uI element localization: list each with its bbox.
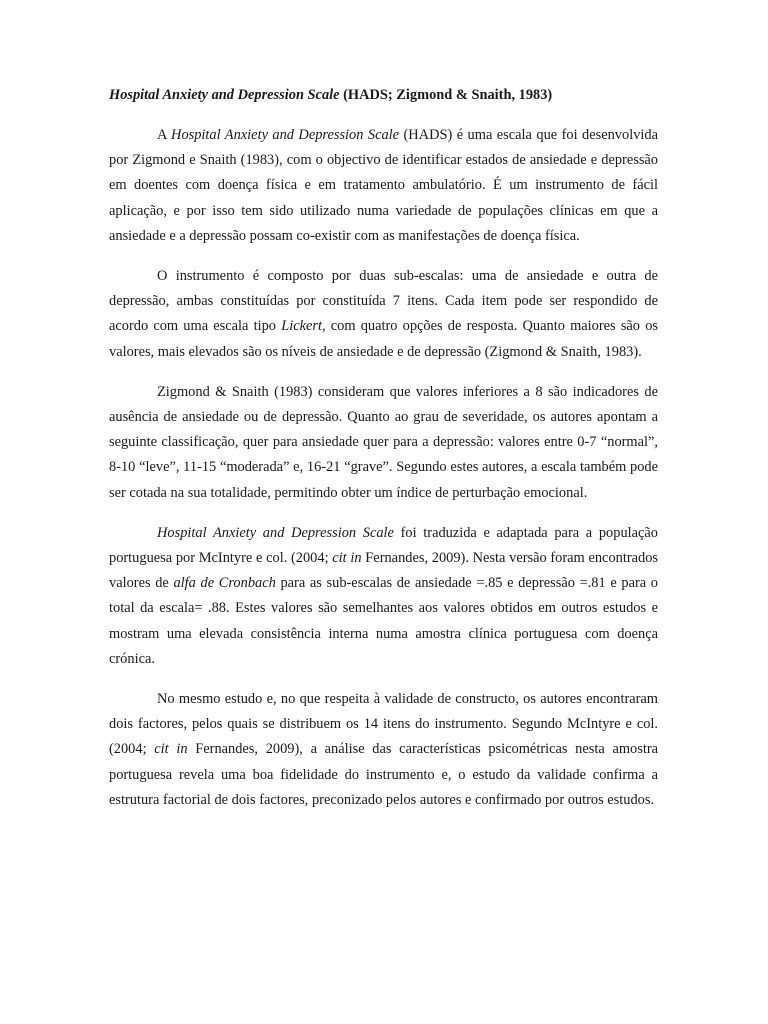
document-page [109, 82, 658, 828]
p5-text-a: No mesmo estudo e, no que respeita à validade de constructo, os autores encontraram dois factores, pelos quais se distribuem os 14 itens do instrumento. Segundo McIntyre e col. (2004; [109, 691, 658, 758]
p5-text-c: Fernandes, 2009), a análise das características psicométricas nesta amostra portuguesa revela uma boa fidelidade do instrumento e, o estudo da validade confirma a estrutura factorial de dois factores, preconizado pelos autores e confirmado por outros estudos. [109, 741, 659, 808]
p4-cit-in: cit in [332, 550, 362, 567]
p4-text-f: para as sub-escalas de ansiedade =.85 e depressão =.81 e para o total da escala= .88. Estes valores são semelhantes aos valores obtidos em outros estudos e mostram uma elevada consistência interna numa amostra clínica portuguesa com doença crónica. [109, 575, 658, 667]
p1-text-c: (HADS) é uma escala que foi desenvolvida por Zigmond e Snaith (1983), com o objectivo de identificar estados de ansiedade e depressão em doentes com doença física e em tratamento ambulatório. É um instrumento de fácil aplicação, e por isso tem sido utilizado numa variedade de populações clínicas em que a ansiedade e a depressão possam co-existir com as manifestações de doença física. [109, 127, 658, 244]
heading-scale-name: Hospital Anxiety and Depression Scale [109, 87, 340, 103]
p4-alfa-cronbach: alfa de Cronbach [173, 575, 276, 592]
paragraph-portuguese-version [109, 521, 658, 672]
paragraph-classification [109, 380, 658, 506]
p1-scale-name: Hospital Anxiety and Depression Scale [171, 127, 400, 143]
section-heading [109, 82, 658, 108]
p3-text-a: Zigmond & Snaith (1983) consideram que valores inferiores a 8 são indicadores de ausência de ansiedade ou de depressão. Quanto ao grau de severidade, os autores apontam a seguinte classificação, quer para ansiedade quer para a depressão: valores entre 0-7 “normal”, 8-10 “leve”, 11-15 “moderada” e, 16-21 “grave”. Segundo estes autores, a escala também pode ser cotada na sua totalidade, permitindo obter um índice de perturbação emocional. [109, 383, 658, 501]
heading-citation: (HADS; Zigmond & Snaith, 1983) [339, 87, 553, 103]
p4-scale-name: Hospital Anxiety and Depression Scale [157, 524, 394, 541]
p5-cit-in: cit in [154, 741, 188, 758]
p2-text-a: O instrumento é composto por duas sub-escalas: uma de ansiedade e outra de depressão, ambas constituídas por constituída 7 itens. Cada item pode ser respondido de acordo com uma escala tipo [109, 268, 658, 335]
p4-text-d: Fernandes, 2009). Nesta versão foram encontrados valores de [109, 550, 658, 592]
p2-text-c: , com quatro opções de resposta. Quanto maiores são os valores, mais elevados são os níveis de ansiedade e de depressão (Zigmond & Snaith, 1983). [109, 318, 658, 360]
p1-text-a: A [157, 127, 172, 143]
paragraph-intro [109, 123, 658, 249]
p4-text-b: foi traduzida e adaptada para a população portuguesa por McIntyre e col. (2004; [109, 524, 658, 567]
paragraph-validity [109, 687, 658, 813]
paragraph-composition [109, 264, 658, 365]
p2-lickert: Lickert [281, 318, 322, 335]
